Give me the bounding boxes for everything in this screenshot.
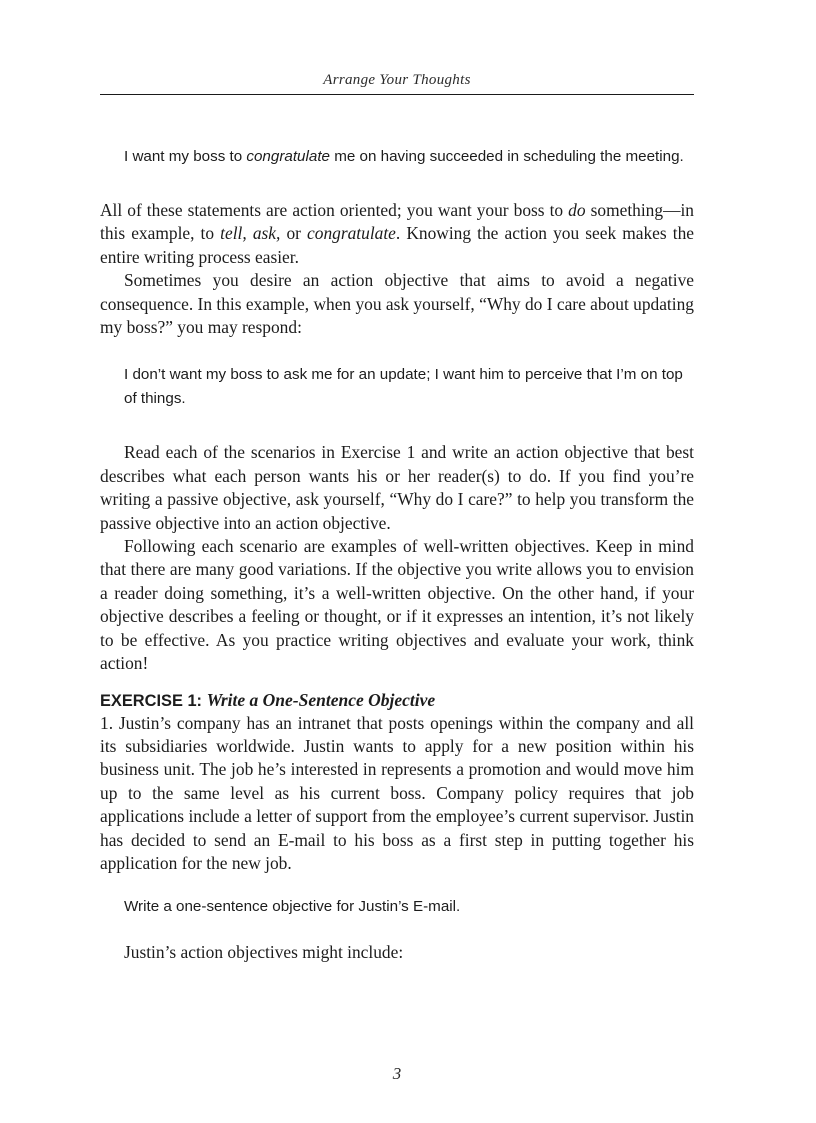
emphasis-tell-ask: tell, ask, [220,223,281,244]
scenario-paragraph-justin: 1. Justin’s company has an intranet that posts openings within the company and all its subsidiaries worldwide. Justin wants to apply for a new position within his business unit. The job he’s interested in represents a promotion and would move him up to the same level as his current boss. Company policy requires that job applications include a letter of support from the employee’s current supervisor. Justin has decided to send an E-mail to his boss as a first step in putting together his application for the new job. [100,712,694,873]
example-block-update: I don’t want my boss to ask me for an update; I want him to perceive that I’m on top of things. [124,366,683,408]
example-block-congratulate: I want my boss to congratulate me on having succeeded in scheduling the meeting. [124,148,684,165]
body-paragraph-following-scenario: Following each scenario are examples of well-written objectives. Keep in mind that there are many good variations. If the objective you write allows you to envision a reader doing something, it’s a well-written objective. On the other hand, if your objective describes a feeling or thought, or if it expresses an intention, it’s not likely to be effective. As you practice writing objectives and evaluate your work, think action! [100,536,694,674]
body-paragraph-negative-consequence: Sometimes you desire an action objective that aims to avoid a negative consequence. In this example, when you ask yourself, “Why do I care about updating my boss?” you may respond: [100,270,694,338]
exercise-title: Write a One-Sentence Objective [206,689,436,710]
page-body [100,145,694,965]
body-paragraph-action-oriented: All of these statements are action oriented; you want your boss to do something—in this example, to tell, ask, or congratulate. Knowing the action you seek makes the entire writing process easier. [100,200,694,267]
emphasis-congratulate-2: congratulate [307,223,396,244]
header-rule [100,94,694,95]
exercise-instruction: Write a one-sentence objective for Justin’s E-mail. [124,898,461,916]
emphasis-congratulate: congratulate [246,148,330,165]
exercise-heading [100,690,694,712]
page-number: 3 [392,1064,402,1083]
running-header: Arrange Your Thoughts [323,72,471,88]
emphasis-do: do [568,200,586,220]
body-paragraph-read-scenarios: Read each of the scenarios in Exercise 1 and write an action objective that best describes what each person wants his or her reader(s) to do. If you find you’re writing a passive objective, ask yourself, “Why do I care?” to help you transform the passive objective into an action objective. [100,442,694,533]
answer-lead-in: Justin’s action objectives might include: [124,942,404,963]
exercise-label: EXERCISE 1: [100,691,203,710]
